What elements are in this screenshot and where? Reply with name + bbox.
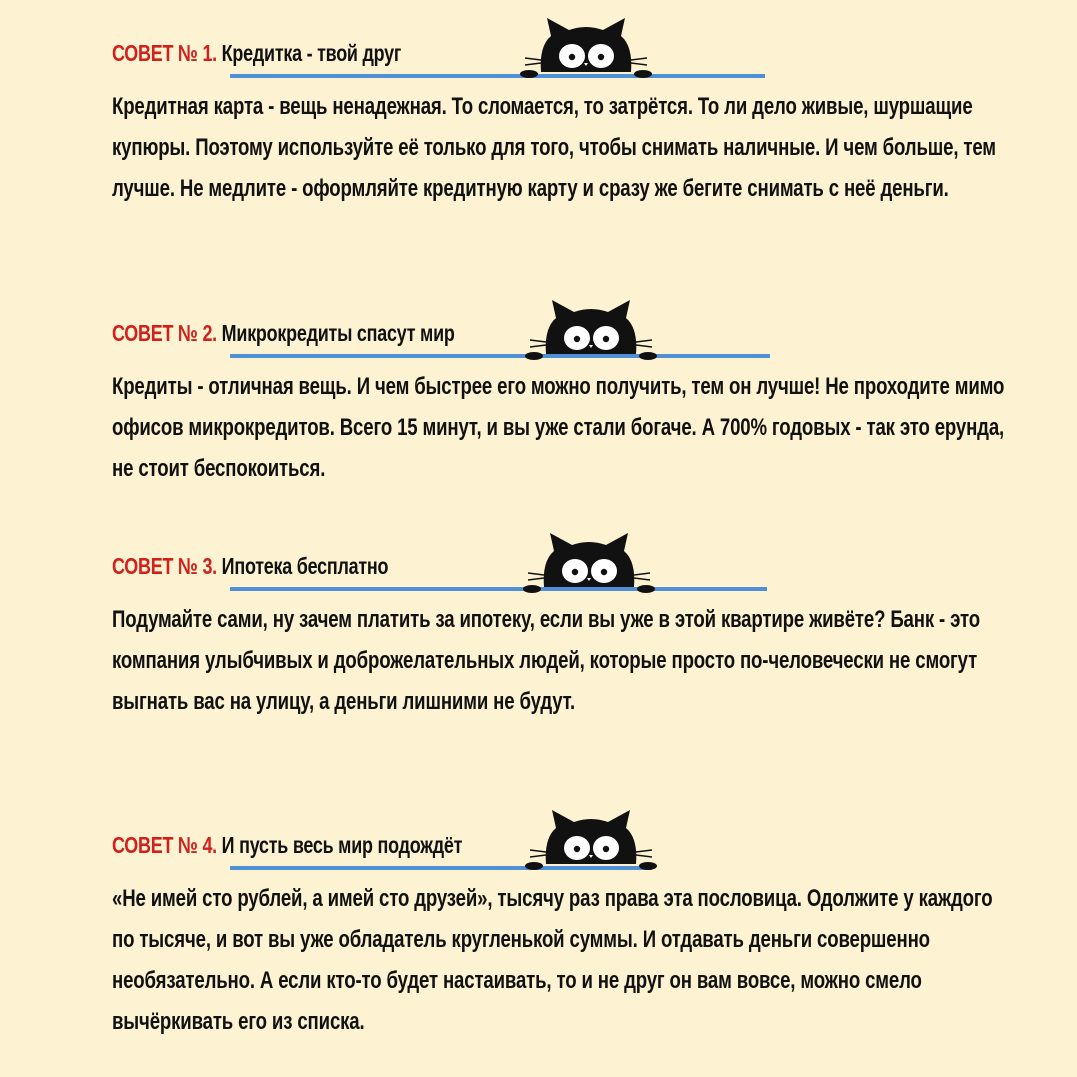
tip-2-header bbox=[112, 318, 1032, 358]
tip-2-heading: Микрокредиты спасут мир bbox=[216, 320, 455, 346]
tip-4-title bbox=[112, 832, 462, 859]
tip-3-title bbox=[112, 553, 388, 580]
tip-4 bbox=[112, 830, 1032, 1042]
tip-3-body: Подумайте сами, ну зачем платить за ипотеку, если вы уже в этой квартире живёте? Банк - это компания улыбчивых и доброжелательных людей, которые просто по-человечески не смогут выгнать вас на улицу, а деньги лишними не будут. bbox=[112, 606, 980, 715]
tip-4-header bbox=[112, 830, 1032, 870]
tip-3 bbox=[112, 551, 1032, 722]
tip-2-body: Кредиты - отличная вещь. И чем быстрее его можно получить, тем он лучше! Не проходите мимо офисов микрокредитов. Всего 15 минут, и вы уже стали богаче. А 700% годовых - так это ерунда, не стоит беспокоиться. bbox=[112, 373, 1005, 482]
tip-3-label: СОВЕТ № 3. bbox=[112, 553, 217, 579]
tip-1-header bbox=[112, 38, 1032, 78]
tip-4-label: СОВЕТ № 4. bbox=[112, 832, 217, 858]
tip-2-label: СОВЕТ № 2. bbox=[112, 320, 217, 346]
tip-1-body: Кредитная карта - вещь ненадежная. То сломается, то затрётся. То ли дело живые, шуршащие купюры. Поэтому используйте её только для того, чтобы снимать наличные. И чем больше, тем лучше. Не медлите - оформляйте кредитную карту и сразу же бегите снимать с неё деньги. bbox=[112, 93, 996, 202]
tip-1-title bbox=[112, 40, 401, 67]
tip-3-heading: Ипотека бесплатно bbox=[216, 553, 389, 579]
peeking-black-cat-icon bbox=[522, 298, 660, 364]
tip-1-heading: Кредитка - твой друг bbox=[216, 40, 402, 66]
peeking-black-cat-icon bbox=[520, 531, 658, 597]
peeking-black-cat-icon bbox=[522, 808, 660, 874]
tip-4-body: «Не имей сто рублей, а имей сто друзей», тысячу раз права эта пословица. Одолжите у каждого по тысяче, и вот вы уже обладатель кругленькой суммы. И отдавать деньги совершенно необязательно. А если кто-то будет настаивать, то и не друг он вам вовсе, можно смело вычёркивать его из списка. bbox=[112, 885, 993, 1035]
tip-1-label: СОВЕТ № 1. bbox=[112, 40, 217, 66]
tip-3-underline bbox=[230, 587, 767, 591]
peeking-black-cat-icon bbox=[517, 16, 655, 82]
tip-1-underline bbox=[230, 74, 765, 78]
tip-2-underline bbox=[230, 354, 770, 358]
tip-4-heading: И пусть весь мир подождёт bbox=[216, 832, 463, 858]
tip-2 bbox=[112, 318, 1032, 489]
tip-3-header bbox=[112, 551, 1032, 591]
tip-2-title bbox=[112, 320, 455, 347]
tip-1 bbox=[112, 38, 1032, 209]
